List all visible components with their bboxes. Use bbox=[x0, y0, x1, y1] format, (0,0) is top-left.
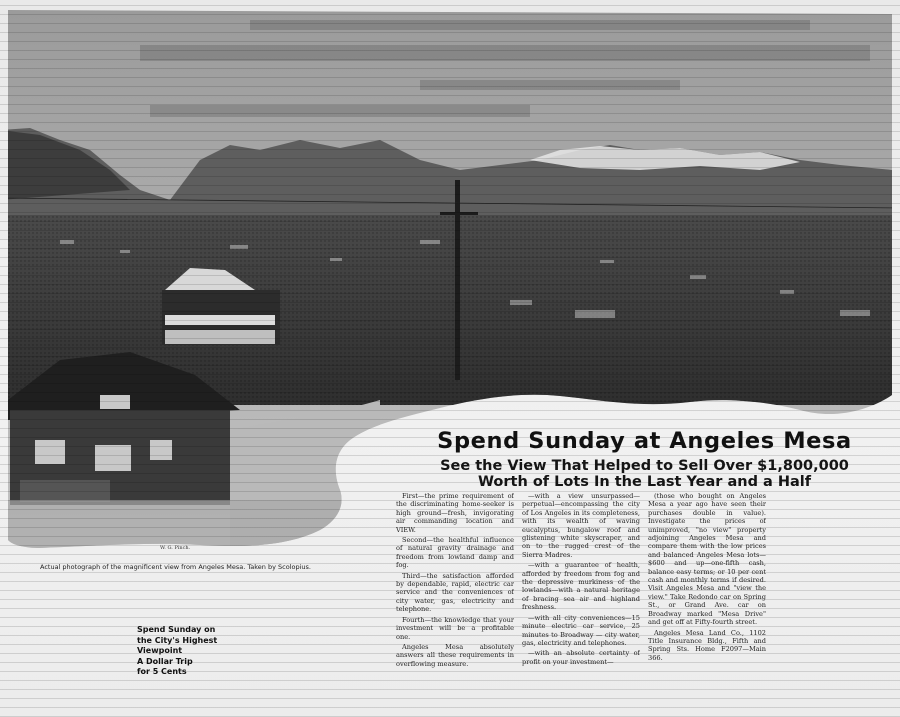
advertisement-headline bbox=[397, 428, 892, 490]
house-porch bbox=[165, 315, 275, 325]
promo-line-5: for 5 Cents bbox=[137, 667, 187, 676]
headline-title: Spend Sunday at Angeles Mesa bbox=[437, 428, 852, 454]
paragraph: Angeles Mesa Land Co., 1102 Title Insurance Bldg., Fifth and Spring Sts. Home F2097—Main 366. bbox=[648, 628, 766, 662]
body-columns bbox=[396, 492, 892, 717]
paragraph: Fourth—the knowledge that your investment will be a profitable one. bbox=[396, 615, 514, 641]
photo-caption: Actual photograph of the magnificent view from Angeles Mesa. Taken by Scolopius. bbox=[40, 563, 311, 571]
photo-credit: W. G. Pinch. bbox=[160, 545, 191, 551]
promo-box bbox=[137, 625, 257, 678]
body-column-2 bbox=[522, 492, 640, 717]
pole-crossbar bbox=[440, 212, 478, 215]
bungalow-fence bbox=[20, 480, 110, 502]
paragraph: —with all city conveniences—15 minute electric car service, 25 minutes to Broadway — city water, gas, electricity and telephones. bbox=[522, 613, 640, 647]
paragraph: Second—the healthful influence of natural gravity drainage and freedom from lowland damp and fog. bbox=[396, 536, 514, 570]
paragraph: First—the prime requirement of the discriminating home-seeker is high ground—fresh, invigorating air commanding location and VIEW. bbox=[396, 492, 514, 534]
subtitle-line-1: See the View That Helped to Sell Over $1,800,000 bbox=[440, 458, 849, 474]
subtitle-line-2: Worth of Lots In the Last Year and a Half bbox=[477, 474, 812, 490]
body-column-1 bbox=[396, 492, 514, 717]
paragraph: —with a guarantee of health, afforded by freedom from fog and the depressive murkiness of the lowlands—with a natural heritage of bracing sea air and highland freshness. bbox=[522, 561, 640, 612]
promo-line-1: Spend Sunday on bbox=[137, 625, 216, 634]
promo-line-3: Viewpoint bbox=[137, 646, 183, 655]
telegraph-pole bbox=[455, 180, 460, 380]
foreground-ground bbox=[0, 500, 360, 560]
paragraph: Angeles Mesa absolutely answers all these requirements in overflowing measure. bbox=[396, 642, 514, 668]
house-lower bbox=[165, 330, 275, 344]
paragraph: —with an absolute certainty of profit on your investment— bbox=[522, 649, 640, 666]
paragraph: (those who bought on Angeles Mesa a year ago have seen their purchases double in value). Investigate the prices of unimproved, "no view" property adjoining Angeles Mesa and compare them with the low prices and balanced Angeles Mesa lots—$600 and up—one-fifth cash, balance easy terms; or 10 per cent cash and monthly terms if desired. Visit Angeles Mesa and "view the view." Take Redondo car on Spring St., or Grand Ave. car on Broadway marked "Mesa Drive" and get off at Fifty-fourth street. bbox=[648, 492, 766, 627]
body-column-3 bbox=[648, 492, 766, 717]
headline-subtitle bbox=[397, 458, 892, 490]
paragraph: Third—the satisfaction afforded by dependable, rapid, electric car service and the conveniences of city water, gas, electricity and telephone. bbox=[396, 571, 514, 614]
promo-line-2: the City's Highest bbox=[137, 635, 218, 645]
promo-line-4: A Dollar Trip bbox=[137, 656, 193, 666]
paragraph: —with a view unsurpassed—perpetual—encompassing the city of Los Angeles in its completeness, with its wealth of waving eucalyptus, bungalow roof and glistening white skyscraper, and on to the rugged crest of the Sierra Madres. bbox=[522, 492, 640, 559]
